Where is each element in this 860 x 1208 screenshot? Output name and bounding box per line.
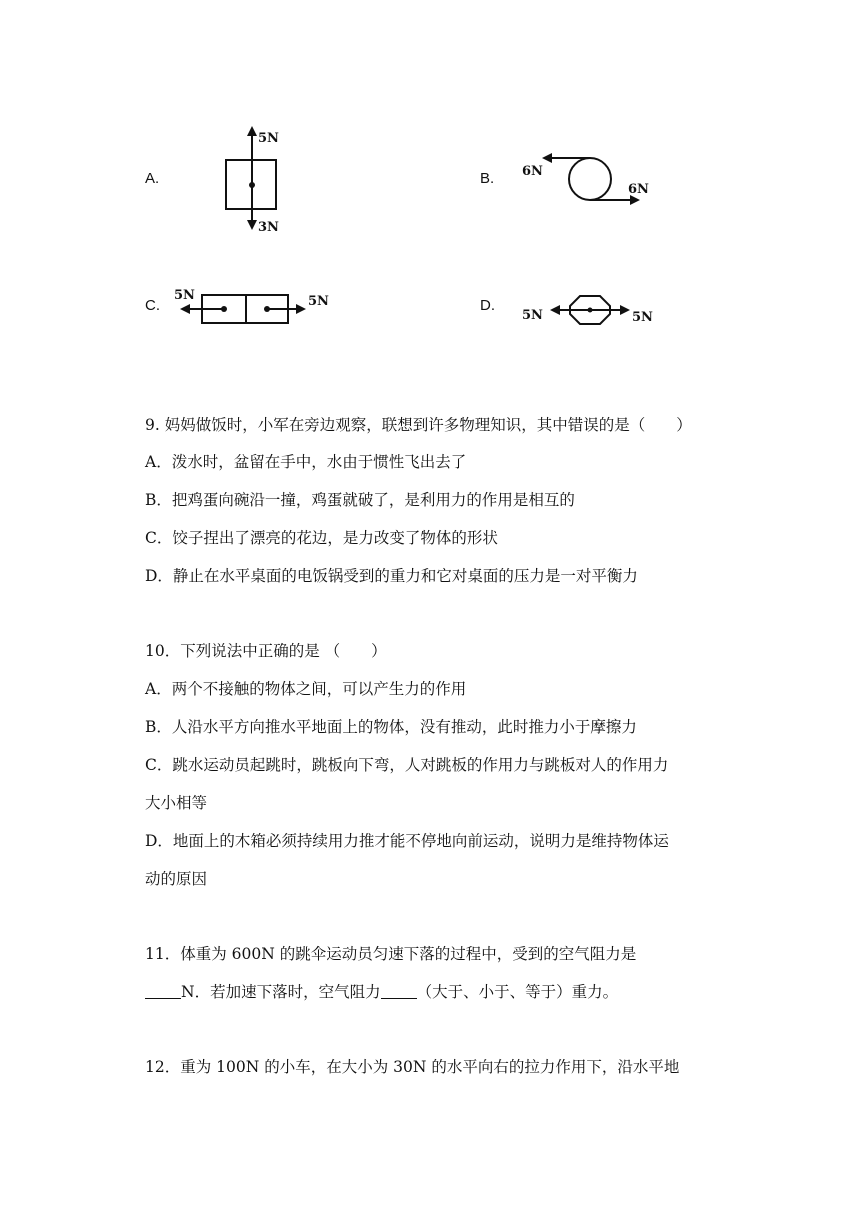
q11-line2: [145, 982, 618, 1002]
q10-option-b: B．人沿水平方向推水平地面上的物体，没有推动，此时推力小于摩擦力: [145, 718, 637, 736]
force-label-left: 5N: [522, 308, 543, 323]
option-b-label: B.: [480, 170, 495, 187]
q10-option-c: C．跳水运动员起跳时，跳板向下弯，人对跳板的作用力与跳板对人的作用力: [145, 756, 669, 774]
force-label-bottom: 3N: [258, 220, 279, 235]
option-c-label: C.: [145, 297, 160, 314]
arrow-down-head: [247, 220, 257, 230]
q9-option-d: D．静止在水平桌面的电饭锅受到的重力和它对桌面的压力是一对平衡力: [145, 567, 638, 585]
option-b-force-diagram: [520, 150, 660, 212]
q10-option-c-cont: 大小相等: [145, 794, 208, 812]
option-d-label: D.: [480, 297, 495, 314]
q10-option-d: D．地面上的木箱必须持续用力推才能不停地向前运动，说明力是维持物体运: [145, 832, 669, 850]
q10-stem: 10．下列说法中正确的是 （ ）: [145, 642, 387, 660]
option-a-label: A.: [145, 170, 160, 187]
q12-line1: 12．重为 100N 的小车，在大小为 30N 的水平向右的拉力作用下，沿水平地: [145, 1058, 680, 1076]
option-a-force-diagram: [222, 124, 292, 236]
q11-unit-text: N．若加速下落时，空气阻力: [181, 983, 381, 1001]
force-label-left: 6N: [522, 164, 543, 179]
q10-option-a: A．两个不接触的物体之间，可以产生力的作用: [145, 680, 467, 698]
force-label-top: 5N: [258, 131, 279, 146]
force-label-right: 6N: [628, 182, 649, 197]
force-label-right: 5N: [308, 294, 329, 309]
arrow-up-head: [247, 126, 257, 136]
q9-option-a: A．泼水时，盆留在手中，水由于惯性飞出去了: [145, 453, 467, 471]
force-label-right: 5N: [632, 310, 653, 325]
option-c-force-diagram: [172, 287, 332, 329]
q9-option-c: C．饺子捏出了漂亮的花边，是力改变了物体的形状: [145, 529, 498, 547]
q11-tail-text: （大于、小于、等于）重力。: [416, 983, 619, 1001]
q11-line1: 11．体重为 600N 的跳伞运动员匀速下落的过程中，受到的空气阻力是: [145, 945, 637, 963]
option-d-force-diagram: [520, 290, 660, 330]
q9-stem: 9. 妈妈做饭时，小军在旁边观察，联想到许多物理知识，其中错误的是（ ）: [145, 416, 692, 434]
q10-option-d-cont: 动的原因: [145, 870, 208, 888]
answer-blank-2[interactable]: [381, 982, 417, 999]
force-label-left: 5N: [174, 288, 195, 303]
q9-option-b: B．把鸡蛋向碗沿一撞，鸡蛋就破了，是利用力的作用是相互的: [145, 491, 575, 509]
answer-blank-1[interactable]: [145, 982, 181, 999]
